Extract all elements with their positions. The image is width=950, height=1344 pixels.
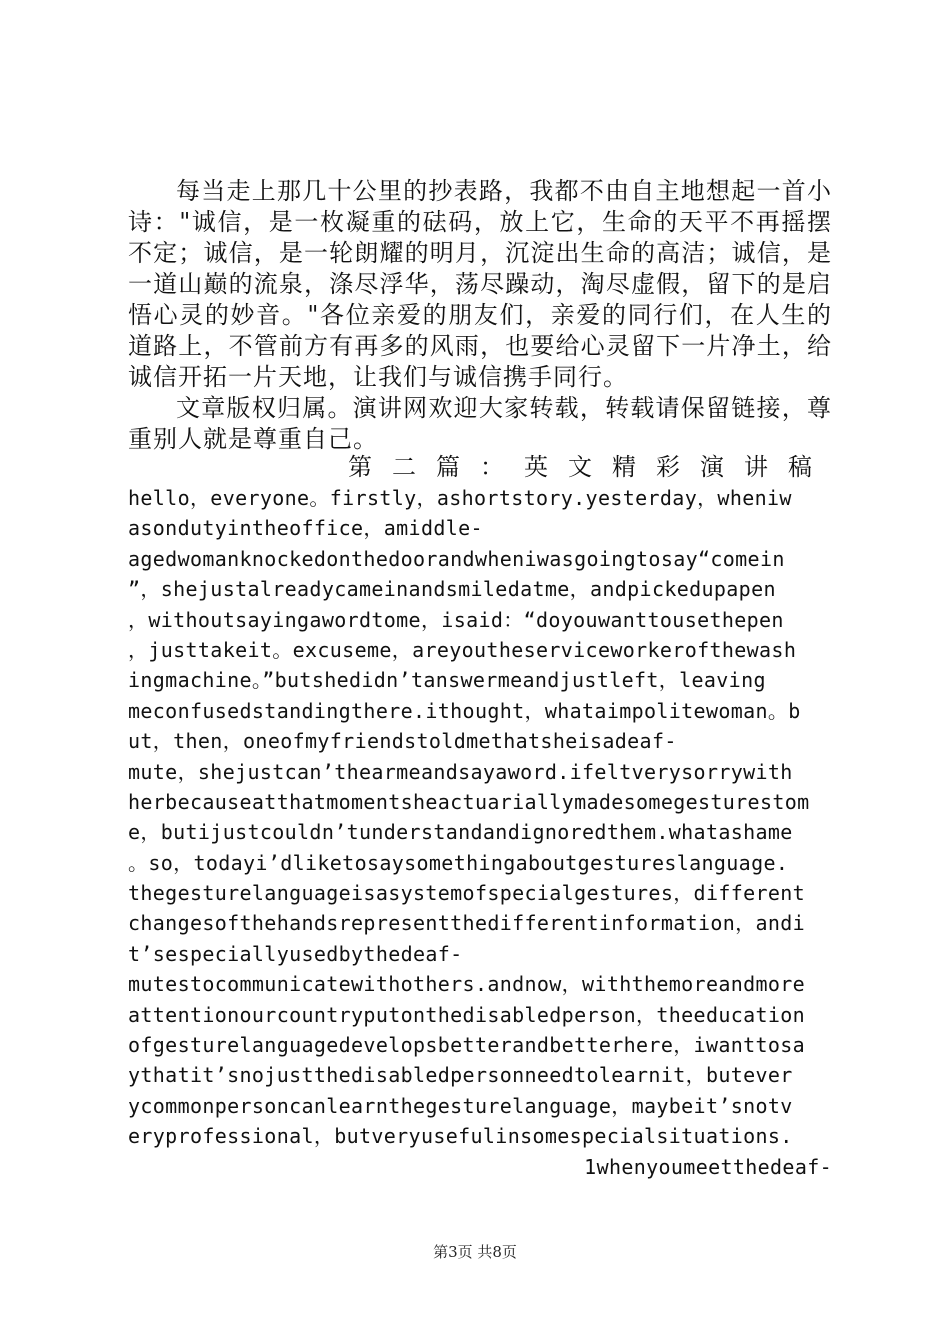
page-footer: 第3页 共8页 (433, 1243, 517, 1261)
text-line: ”，shejustalreadycameinandsmiledatme，andpickedupapen (128, 577, 776, 602)
text-line: mutestocommunicatewithothers.andnow，withthemoreandmore (128, 972, 806, 997)
english-speech-body (128, 483, 832, 1182)
text-line: eryprofessional，butveryusefulinsomespecialsituations. (128, 1124, 793, 1149)
text-line: attentionourcountryputonthedisabledperson，theeducation (128, 1002, 806, 1027)
text-line: meconfusedstandingthere.ithought，whataimpolitewoman。b (128, 698, 801, 723)
text-line: 。so，todayi’dliketosaysomethingaboutgestureslanguage. (128, 850, 789, 875)
text-line: t’sespeciallyusedbythedeaf- (128, 941, 463, 966)
text-line: ，justtakeit。excuseme，areyoutheserviceworkerofthewash (128, 637, 797, 662)
chinese-body (128, 176, 832, 455)
text-line: 1whenyoumeetthedeaf- (584, 1154, 832, 1179)
paragraph-copyright-notice: 文章版权归属。演讲网欢迎大家转载，转载请保留链接，尊重别人就是尊重自己。 (128, 394, 832, 453)
text-line: e，butijustcouldn’tunderstandandignoredthem.whatashame (128, 820, 793, 845)
text-line: ycommonpersoncanlearnthegesturelanguage，maybeit’snotv (128, 1093, 793, 1118)
paragraph-integrity-poem: 每当走上那几十公里的抄表路，我都不由自主地想起一首小诗："诚信，是一枚凝重的砝码，放上它，生命的天平不再摇摆不定；诚信，是一轮朗耀的明月，沉淀出生命的高洁；诚信，是一道山巅的流泉，涤尽浮华，荡尽躁动，淘尽虚假，留下的是启悟心灵的妙音。"各位亲爱的朋友们，亲爱的同行们，在人生的道路上，不管前方有再多的风雨，也要给心灵留下一片净土，给诚信开拓一片天地，让我们与诚信携手同行。 (128, 177, 832, 391)
text-line: ut，then，oneofmyfriendstoldmethatsheisadeaf- (128, 729, 677, 754)
text-line: herbecauseatthatmomentsheactuariallymadesomegesturestom (128, 789, 810, 814)
section-heading: 第二篇：英文精彩演讲稿 (348, 453, 832, 481)
text-line: mute，shejustcan’thearmeandsayaword.ifeltverysorrywith (128, 759, 793, 784)
text-line: changesofthehandsrepresentthedifferentinformation，andi (128, 911, 806, 936)
text-line: ，withoutsayingawordtome，isaid：“doyouwanttousethepen (128, 607, 784, 632)
text-line: ofgesturelanguagedevelopsbetterandbetterhere，iwanttosa (128, 1033, 806, 1058)
text-line: hello，everyone。firstly，ashortstory.yesterday，wheniw (128, 486, 792, 510)
text-line: agedwomanknockedonthedoorandwheniwasgoingtosay“comein (128, 546, 785, 571)
text-line: ingmachine。”butshedidn’tanswermeandjustleft，leaving (128, 668, 766, 693)
text-line: thegesturelanguageisasystemofspecialgestures，different (128, 881, 806, 906)
text-line: ythatit’snojustthedisabledpersonneedtolearnit，butever (128, 1063, 793, 1088)
text-line: asondutyintheoffice，amiddle- (128, 516, 483, 541)
